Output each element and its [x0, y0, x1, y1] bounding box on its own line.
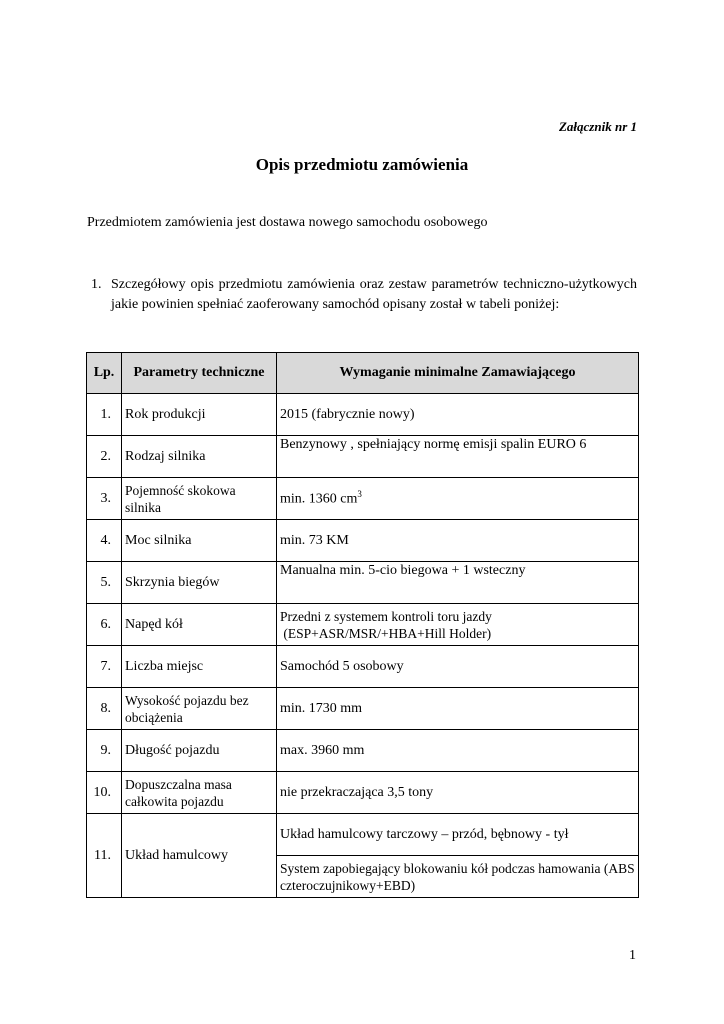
list-item-number: 1.: [91, 277, 102, 292]
cell-lp: 1.: [87, 394, 122, 436]
list-item: [87, 275, 637, 314]
cell-req: min. 1730 mm: [277, 688, 639, 730]
cell-param: Skrzynia biegów: [122, 562, 277, 604]
cell-req: Manualna min. 5-cio biegowa + 1 wsteczny: [277, 562, 639, 604]
cell-param: Rok produkcji: [122, 394, 277, 436]
intro-text: Przedmiotem zamówienia jest dostawa nowego samochodu osobowego: [87, 215, 488, 230]
cell-param: Wysokość pojazdu bez obciążenia: [122, 688, 277, 730]
cell-lp: 3.: [87, 478, 122, 520]
cell-req: [277, 604, 639, 646]
cell-lp: 5.: [87, 562, 122, 604]
table-row: [87, 814, 639, 856]
cell-lp: 6.: [87, 604, 122, 646]
cell-req: 2015 (fabrycznie nowy): [277, 394, 639, 436]
cell-req: Układ hamulcowy tarczowy – przód, bębnowy - tył: [277, 814, 639, 856]
cell-lp: 2.: [87, 436, 122, 478]
cell-lp: 8.: [87, 688, 122, 730]
cell-req: [277, 478, 639, 520]
table-header-row: [87, 353, 639, 394]
cell-req: System zapobiegający blokowaniu kół podczas hamowania (ABS czteroczujnikowy+EBD): [277, 856, 639, 898]
requirements-table: [86, 352, 639, 898]
cell-param: Dopuszczalna masa całkowita pojazdu: [122, 772, 277, 814]
annex-label: Załącznik nr 1: [558, 119, 637, 134]
cell-param: Moc silnika: [122, 520, 277, 562]
header-lp: Lp.: [87, 353, 122, 394]
cell-req: min. 73 KM: [277, 520, 639, 562]
page-title: Opis przedmiotu zamówienia: [255, 155, 469, 174]
req-line-2: (ESP+ASR/MSR/+HBA+Hill Holder): [280, 625, 492, 641]
cell-param: Napęd kół: [122, 604, 277, 646]
cell-req: Samochód 5 osobowy: [277, 646, 639, 688]
req-line-1: Przedni z systemem kontroli toru jazdy: [280, 608, 492, 624]
req-text: min. 1360 cm: [280, 491, 358, 507]
cell-lp: 4.: [87, 520, 122, 562]
cell-lp: 10.: [87, 772, 122, 814]
cell-lp: 9.: [87, 730, 122, 772]
table-row: [87, 772, 639, 814]
table-row: [87, 520, 639, 562]
cell-lp: 11.: [87, 814, 122, 898]
page-number: 1: [629, 948, 636, 963]
header-param: Parametry techniczne: [122, 353, 277, 394]
cell-param: Liczba miejsc: [122, 646, 277, 688]
table-row: [87, 562, 639, 604]
cell-req: max. 3960 mm: [277, 730, 639, 772]
cell-param: Długość pojazdu: [122, 730, 277, 772]
req-superscript: 3: [357, 489, 362, 500]
table-row: [87, 604, 639, 646]
cell-param: Pojemność skokowa silnika: [122, 478, 277, 520]
table-row: [87, 394, 639, 436]
header-req: Wymaganie minimalne Zamawiającego: [277, 353, 639, 394]
table-row: [87, 730, 639, 772]
table-row: [87, 478, 639, 520]
table-row: [87, 646, 639, 688]
cell-req: Benzynowy , spełniający normę emisji spalin EURO 6: [277, 436, 639, 478]
cell-param: Rodzaj silnika: [122, 436, 277, 478]
table-row: [87, 436, 639, 478]
cell-req: nie przekraczająca 3,5 tony: [277, 772, 639, 814]
cell-lp: 7.: [87, 646, 122, 688]
cell-param: Układ hamulcowy: [122, 814, 277, 898]
list-item-text: Szczegółowy opis przedmiotu zamówienia oraz zestaw parametrów techniczno-użytkowych jakie powinien spełniać zaoferowany samochód opisany został w tabeli poniżej:: [111, 277, 637, 312]
table-row: [87, 688, 639, 730]
